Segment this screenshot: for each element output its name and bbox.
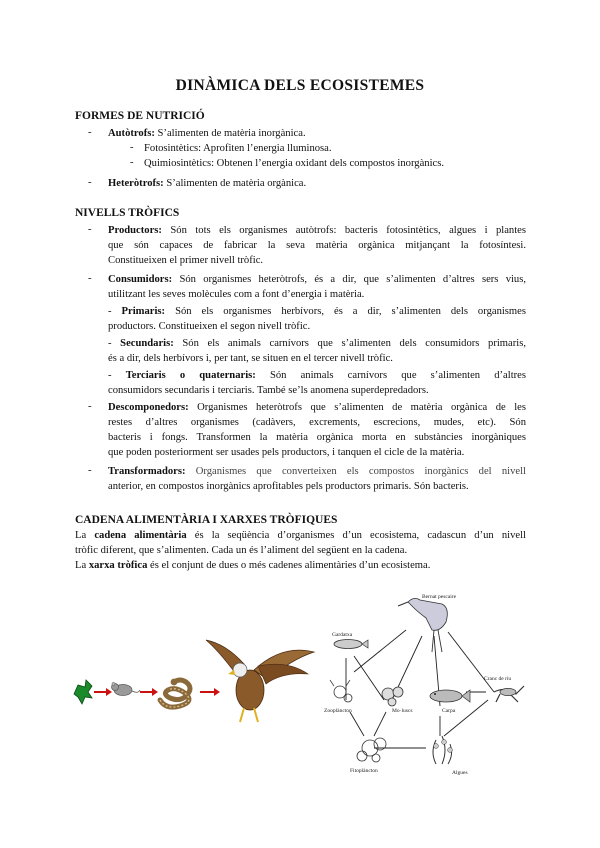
fotosintetics-item: Fotosintètics: Aprofiten l’energia lluminosa. (144, 143, 332, 154)
descomponedors-line-1: Descomponedors: Organismes heteròtrofs que s’alimenten de matèria orgànica de les (108, 402, 526, 413)
larvae-label: Mo·luscs (392, 708, 413, 714)
heron-icon (398, 594, 457, 652)
secundaris-line-2: és a dir, dels herbívors i, per tant, se situen en el tercer nivell tròfic. (108, 353, 393, 364)
eagle-icon (206, 640, 314, 722)
phytoplankton-icon (350, 738, 386, 774)
cadena-paragraph-line-1: La cadena alimentària és la seqüència d’organismes d’un ecosistema, cadascun d’un nivell (75, 530, 526, 541)
secundaris-line-1: - Secundaris: Són els animals carnívors que s’alimenten dels consumidors primaris, (108, 338, 526, 349)
zooplankton-icon (324, 680, 352, 714)
algae-label: Algues (452, 770, 468, 776)
zooplankton-label: Zooplàncton (324, 708, 352, 714)
document-page: DINÀMICA DELS ECOSISTEMES FORMES DE NUTRICIÓ - Autòtrofs: S’alimenten de matèria inorgànica. - Fotosintètics: Aprofiten l’energia lluminosa. - Quimiosintètics: Obtenen l’energia oxidant dels compostos inorgànics. - Heteròtrofs: S’alimenten de matèria orgànica. NIVELLS TRÒFICS - Productors: Són tots els organismes autòtrofs: bacteris fotosintètics, algues i plantes que són capaces de fabricar la seva matèria orgànica mitjançant la fotosíntesi. Constitueixen el primer nivell tròfic. - Consumidors: Són organismes heteròtrofs, és a dir, que s’alimenten d’altres sers vius, utilitzant les seves molècules com a font d’energia i matèria. - Primaris: Són els organismes herbívors, és a dir, s’alimenten dels organismes productors. Constitueixen el segon nivell tròfic. - Secundaris: Són els animals carnívors que s’alimenten dels consumidors primaris, és a dir, dels herbívors i, per tant, se situen en el tercer nivell tròfic. - Terciaris o quaternaris: Són animals carnívors que s’alimenten d’altres consumidors secundaris i terciaris. També se’ls anomena superdepredadors. - Descomponedors: Organismes heteròtrofs que s’alimenten de matèria orgànica de les restes d’altres organismes (cadàvers, excrements, escrecions, mudes, etc). Són bacteris i fongs. Transformen la matèria orgànica morta en substàncies inorgàniques que poden posteriorment ser usades pels productors, i tanquen el cicle de la matèria. - Transformadors: Organismes que converteixen els compostos inorgànics del nivell anterior, en compostos inorgànics aprofitables pels productors primaris. Són bacteris. CADENA ALIMENTÀRIA I XARXES TRÒFIQUES La cadena alimentària és la seqüència d’organismes d’un ecosistema, cadascun d’un nivell tròfic diferent, que s’alimenten. Cada un és l’aliment del següent en la cadena. La xarxa tròfica és el conjunt de dues o més cadenes alimentàries d’un ecosistema. Bernat pescaire Gardatxa Cranc de riu Zooplàncton Mo·luscs Carpa Fitoplàncton Algues (0, 0, 600, 848)
productors-line-3: Constitueixen el primer nivell tròfic. (108, 255, 264, 266)
arrow-icon (200, 688, 220, 696)
transformadors-line-2: anterior, en compostos inorgànics aprofitables pels productors primaris. Són bacteris. (108, 481, 469, 492)
primaris-line-2: productors. Constitueixen el segon nivell tròfic. (108, 321, 311, 332)
mouse-icon (112, 682, 141, 695)
fish-icon (332, 632, 368, 649)
autotrofs-item: Autòtrofs: S’alimenten de matèria inorgànica. (108, 128, 306, 139)
carp-icon (430, 690, 470, 714)
cadena-paragraph-line-2: tròfic diferent, que s’alimenten. Cada un és l’aliment del següent en la cadena. (75, 545, 408, 556)
food-web-illustration (310, 588, 542, 778)
consumidors-line-1: Consumidors: Són organismes heteròtrofs, és a dir, que s’alimenten d’altres sers vius, (108, 274, 526, 285)
page-title: DINÀMICA DELS ECOSISTEMES (175, 77, 425, 94)
larvae-icon (382, 687, 412, 714)
crayfish-icon (484, 676, 524, 702)
terciaris-line-2: consumidors secundaris i terciaris. També se’ls anomena superdepredadors. (108, 385, 429, 396)
descomponedors-line-3: bacteris i fongs. Transformen la matèria orgànica morta en substàncies inorgàniques (108, 432, 526, 443)
algae-icon (433, 736, 468, 776)
quimiosintetics-item: Quimiosintètics: Obtenen l’energia oxidant dels compostos inorgànics. (144, 158, 445, 169)
crayfish-label: Cranc de riu (484, 676, 512, 682)
food-chain-illustration (68, 630, 320, 730)
arrow-icon (140, 688, 158, 696)
transformadors-line-1: Transformadors: Organismes que converteixen els compostos inorgànics del nivell (108, 466, 526, 477)
section-heading-formes: FORMES DE NUTRICIÓ (75, 110, 205, 122)
section-heading-cadena: CADENA ALIMENTÀRIA I XARXES TRÒFIQUES (75, 514, 338, 526)
terciaris-line-1: - Terciaris o quaternaris: Són animals carnívors que s’alimenten d’altres (108, 370, 527, 381)
section-heading-nivells: NIVELLS TRÒFICS (75, 207, 180, 219)
productors-line-2: que són capaces de fabricar la seva matèria orgànica mitjançant la fotosíntesi. (108, 240, 526, 251)
fish-top-label: Gardatxa (332, 632, 353, 638)
descomponedors-line-2: restes d’altres organismes (cadàvers, excrements, escrecions, mudes, etc). Són (108, 417, 526, 428)
arrow-icon (94, 688, 112, 696)
heterotrofs-item: Heteròtrofs: S’alimenten de matèria orgànica. (108, 178, 307, 189)
descomponedors-line-4: que poden posteriorment ser usades pels productors, i tanquen el cicle de la matèria. (108, 447, 465, 458)
snake-icon (160, 679, 190, 708)
primaris-line-1: - Primaris: Són els organismes herbívors, és a dir, s’alimenten dels organismes (108, 306, 526, 317)
phytoplankton-label: Fitoplàncton (350, 768, 378, 774)
xarxa-paragraph: La xarxa tròfica és el conjunt de dues o més cadenes alimentàries d’un ecosistema. (75, 560, 431, 571)
productors-line-1: Productors: Són tots els organismes autòtrofs: bacteris fotosintètics, algues i plantes (108, 225, 526, 236)
carp-label: Carpa (442, 708, 456, 714)
heron-label: Bernat pescaire (422, 594, 457, 600)
consumidors-line-2: utilitzant les seves molècules com a font d’energia i matèria. (108, 289, 365, 300)
leaf-icon (74, 680, 92, 704)
